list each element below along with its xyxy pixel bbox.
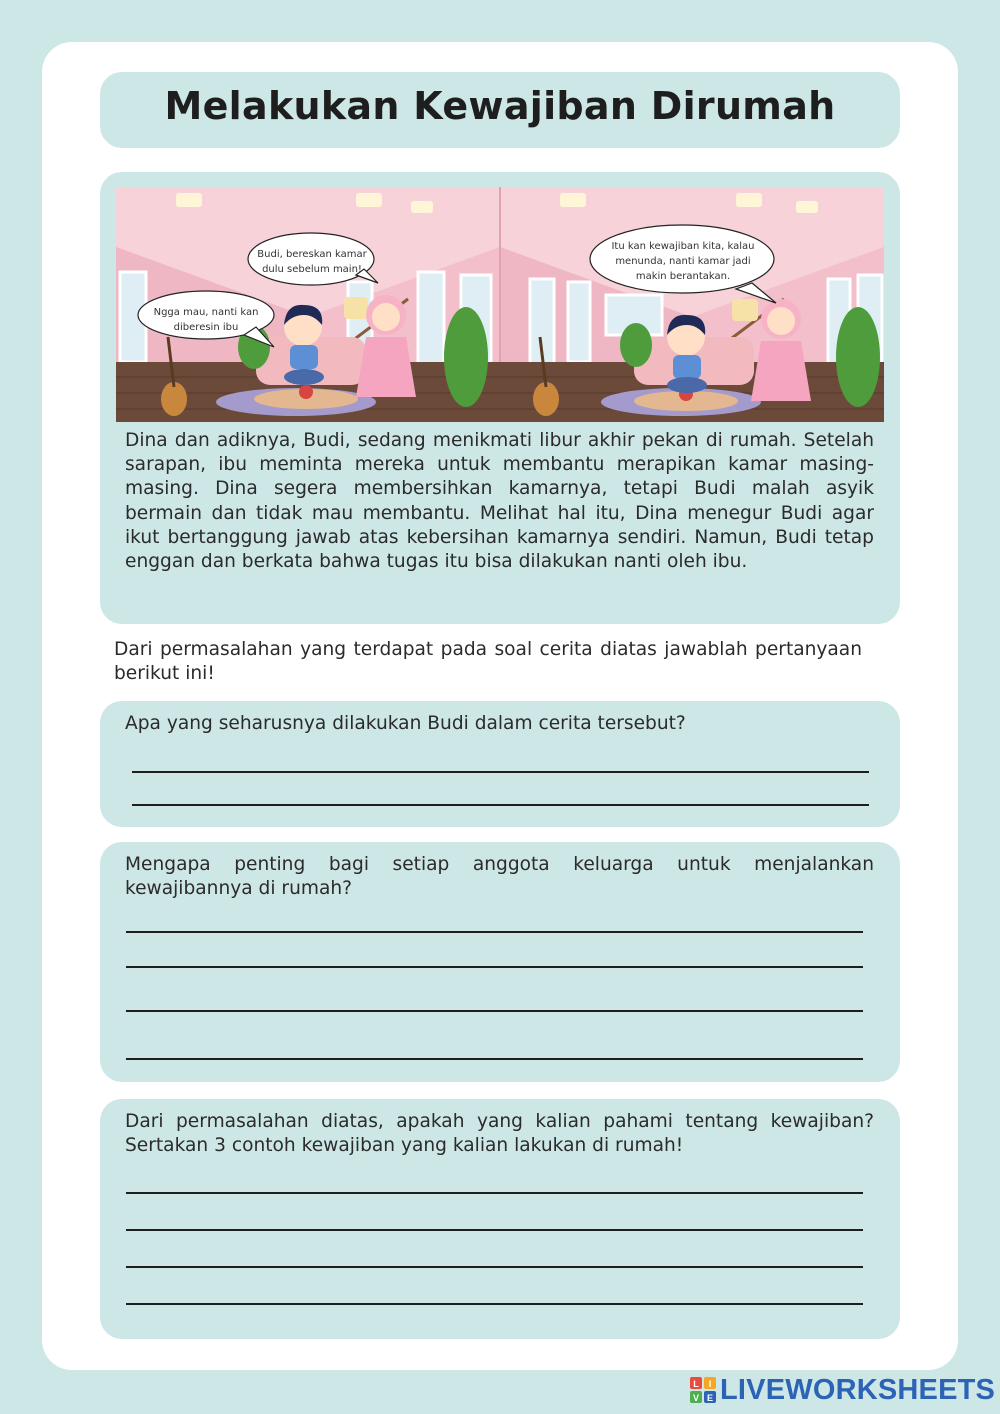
answer-line[interactable] xyxy=(126,931,863,933)
answer-line[interactable] xyxy=(132,804,869,806)
liveworksheets-logo[interactable] xyxy=(690,1374,995,1406)
answer-line[interactable] xyxy=(126,1058,863,1060)
bubble-text-3b: menunda, nanti kamar jadi xyxy=(615,256,751,267)
svg-text:E: E xyxy=(706,1393,714,1403)
instructions-text: Dari permasalahan yang terdapat pada soal cerita diatas jawablah pertanyaan berikut ini! xyxy=(114,639,862,684)
answer-line[interactable] xyxy=(126,966,863,968)
answer-line[interactable] xyxy=(126,1303,863,1305)
brand-name: LIVEWORKSHEETS xyxy=(720,1373,996,1406)
svg-text:I: I xyxy=(708,1379,712,1389)
bubble-text-3a: Itu kan kewajiban kita, kalau xyxy=(611,241,755,252)
title-banner xyxy=(100,72,900,148)
bubble-text-3c: makin berantakan. xyxy=(635,271,731,282)
question-3-text: Dari permasalahan diatas, apakah yang kalian pahami tentang kewajiban? Sertakan 3 contoh kewajiban yang kalian lakukan di rumah! xyxy=(125,1111,874,1156)
bubble-text-1b: dulu sebelum main! xyxy=(262,264,362,275)
bubble-text-2b: diberesin ibu xyxy=(173,322,239,333)
question-1-text: Apa yang seharusnya dilakukan Budi dalam cerita tersebut? xyxy=(125,713,686,734)
story-illustration xyxy=(116,187,884,422)
story-paragraph: Dina dan adiknya, Budi, sedang menikmati libur akhir pekan di rumah. Setelah sarapan, ibu meminta mereka untuk membantu merapikan kamar masing-masing. Dina segera membersihkan kamarnya, tetapi Budi malah asyik bermain dan tidak mau membantu. Melihat hal itu, Dina menegur Budi agar ikut bertanggung jawab atas kebersihan kamarnya sendiri. Namun, Budi tetap enggan dan berkata bahwa tugas itu bisa dilakukan nanti oleh ibu. xyxy=(125,430,874,573)
answer-line[interactable] xyxy=(126,1266,863,1268)
liveworksheets-logo-icon xyxy=(690,1377,716,1403)
bubble-text-2a: Ngga mau, nanti kan xyxy=(153,307,259,318)
answer-line[interactable] xyxy=(126,1010,863,1012)
svg-text:L: L xyxy=(693,1379,699,1389)
answer-line[interactable] xyxy=(132,771,869,773)
question-2-text: Mengapa penting bagi setiap anggota keluarga untuk menjalankan kewajibannya di rumah? xyxy=(125,854,874,899)
svg-text:V: V xyxy=(692,1393,700,1403)
page-title: Melakukan Kewajiban Dirumah xyxy=(164,84,836,128)
bubble-text-1a: Budi, bereskan kamar xyxy=(257,249,367,260)
answer-line[interactable] xyxy=(126,1229,863,1231)
answer-line[interactable] xyxy=(126,1192,863,1194)
